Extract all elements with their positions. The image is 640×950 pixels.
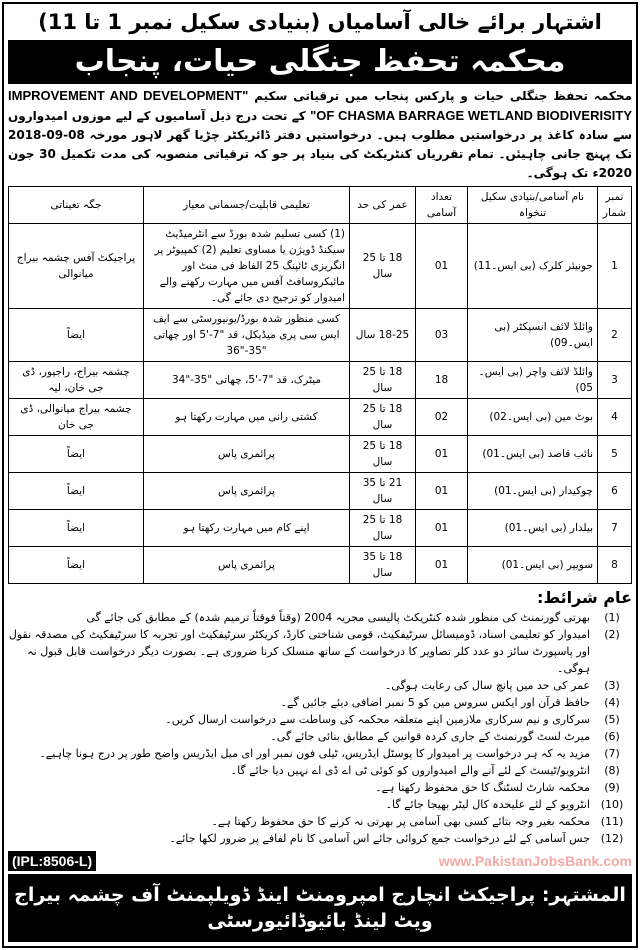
qualification-cell: (1) کسی تسلیم شدہ بورڈ سے انٹرمیڈیٹ سیکنڈ ڈویژن یا مساوی تعلیم (2) کمپیوٹر پر انگریزی ٹائپنگ 25 الفاظ فی منٹ اور مائیکروسافٹ آفس میں مہارت رکھنے والے امیدوار کو ترجیح دی جائے گی۔	[144, 224, 350, 309]
bottom-row	[8, 851, 632, 871]
header-place: جگہ تعیناتی	[9, 187, 144, 224]
table-body	[9, 224, 632, 584]
condition-item	[8, 626, 632, 677]
age-cell: 18 تا 25 سال	[350, 510, 416, 547]
condition-text: بھرتی گورنمنٹ کی منظور شدہ کنٹریکٹ پالیسی مجریہ 2004 (وقتاً فوقتاً ترمیم شدہ) کے مطابق کی جائے گی	[86, 611, 590, 624]
header-qualification: تعلیمی قابلیت/جسمانی معیار	[144, 187, 350, 224]
table-row	[9, 547, 632, 584]
post-cell: جونیئر کلرک (بی ایس۔11)	[468, 224, 598, 309]
post-cell: بیلدار (بی ایس۔01)	[468, 510, 598, 547]
ad-headline: اشتہار برائے خالی آسامیاں (بنیادی سکیل نمبر 1 تا 11)	[38, 10, 602, 34]
place-cell: ایضاً	[9, 473, 144, 510]
table-row	[9, 362, 632, 399]
condition-item	[8, 830, 632, 847]
conditions-list	[8, 609, 632, 847]
table-row	[9, 473, 632, 510]
condition-text: محکمہ بغیر وجہ بتائے کسی بھی آسامی پر بھرتی نہ کرنے کا حق محفوظ رکھتا ہے۔	[211, 815, 590, 828]
count-cell: 03	[416, 309, 468, 362]
condition-number: (6)	[604, 730, 620, 743]
serial-cell: 3	[598, 362, 632, 399]
qualification-cell: پرائمری پاس	[144, 547, 350, 584]
condition-text: انٹرویو/ٹیسٹ کے لئے آنے والے امیدواروں کو کوئی ٹی اے ڈی اے نہیں دیا جائے گا۔	[230, 764, 590, 777]
condition-text: میرٹ لسٹ گورنمنٹ کے جاری کردہ قوانین کے مطابق بنائی جائے گی۔	[270, 730, 590, 743]
place-cell: ایضاً	[9, 547, 144, 584]
header-serial: نمبر شمار	[598, 187, 632, 224]
table-header-row	[9, 187, 632, 224]
ipl-code: (IPL:8506-L)	[8, 851, 96, 871]
condition-item	[8, 711, 632, 728]
count-cell: 01	[416, 224, 468, 309]
age-cell: 18 تا 25 سال	[350, 224, 416, 309]
post-cell: چوکیدار (بی ایس۔01)	[468, 473, 598, 510]
condition-number: (3)	[604, 679, 620, 692]
condition-item	[8, 745, 632, 762]
condition-number: (8)	[604, 764, 620, 777]
place-cell: ایضاً	[9, 309, 144, 362]
watermark: www.PakistanJobsBank.com	[438, 853, 632, 869]
condition-number: (4)	[604, 696, 620, 709]
vacancies-table	[8, 186, 632, 584]
scheme-name: "IMPROVEMENT AND DEVELOPMENT OF CHASMA BARRAGE WETLAND BIODIVERISITY"	[8, 88, 632, 123]
serial-cell: 4	[598, 399, 632, 436]
post-cell: وائلڈ لائف انسپکٹر (بی ایس۔09)	[468, 309, 598, 362]
condition-text: عمر کی حد میں پانچ سال کی رعایت ہوگی۔	[384, 679, 590, 692]
age-cell: 18 تا 35 سال	[350, 547, 416, 584]
condition-text: جس آسامی کے لئے درخواست جمع کروائی جائے اس آسامی کا نام لفافے پر ضرور لکھا جائے۔	[169, 832, 590, 845]
condition-number: (9)	[604, 781, 620, 794]
condition-number: (2)	[604, 628, 620, 641]
count-cell: 02	[416, 399, 468, 436]
post-cell: وائلڈ لائف واچر (بی ایس۔05)	[468, 362, 598, 399]
serial-cell: 2	[598, 309, 632, 362]
post-cell: نائب قاصد (بی ایس۔01)	[468, 436, 598, 473]
header-age: عمر کی حد	[350, 187, 416, 224]
condition-item	[8, 609, 632, 626]
count-cell: 01	[416, 510, 468, 547]
age-cell: 21 تا 35 سال	[350, 473, 416, 510]
post-cell: سویپر (بی ایس۔01)	[468, 547, 598, 584]
condition-item	[8, 796, 632, 813]
place-cell: چشمہ بیراج میانوالی، ڈی جی خان	[9, 399, 144, 436]
table-row	[9, 309, 632, 362]
intro-part1: محکمہ تحفظ جنگلی حیات و پارکس پنجاب میں ترقیاتی سکیم	[248, 89, 632, 103]
ad-border	[2, 2, 638, 948]
serial-cell: 1	[598, 224, 632, 309]
condition-text: حافظ قرآن اور ایکس سروس مین کو 5 نمبر اضافی دیئے جائیں گے۔	[280, 696, 590, 709]
advertiser-banner: المشتہر: پراجیکٹ انچارج امپرومنٹ اینڈ ڈویلپمنٹ آف چشمہ بیراج ویٹ لینڈ بائیوڈائیورسٹی	[8, 874, 632, 942]
condition-number: (10)	[600, 798, 624, 811]
condition-number: (12)	[600, 832, 624, 845]
condition-item	[8, 728, 632, 745]
condition-text: انٹرویو کے لئے علیحدہ کال لیٹر بھیجا جائے گا۔	[385, 798, 590, 811]
condition-item	[8, 813, 632, 830]
table-row	[9, 510, 632, 547]
place-cell: چشمہ بیراج، راجپور، ڈی جی خان، لیہ	[9, 362, 144, 399]
condition-number: (7)	[604, 747, 620, 760]
qualification-cell: کسی منظور شدہ بورڈ/یونیورسٹی سے ایف ایس سی پری میڈیکل، قد "7-'5 اور چھاتی "35-"36	[144, 309, 350, 362]
count-cell: 01	[416, 436, 468, 473]
department-banner: محکمہ تحفظ جنگلی حیات، پنجاب	[8, 40, 632, 84]
condition-number: (5)	[604, 713, 620, 726]
condition-item	[8, 694, 632, 711]
table-row	[9, 399, 632, 436]
condition-item	[8, 677, 632, 694]
place-cell: ایضاً	[9, 510, 144, 547]
condition-text: محکمہ شارٹ لسٹنگ کا حق محفوظ رکھتا ہے۔	[375, 781, 590, 794]
age-cell: 18-25 سال	[350, 309, 416, 362]
post-cell: بوٹ مین (بی ایس۔02)	[468, 399, 598, 436]
qualification-cell: میٹرک، قد "7-'5، چھاتی "35-"34	[144, 362, 350, 399]
place-cell: ایضاً	[9, 436, 144, 473]
intro-part2: کے تحت درج ذیل آسامیوں کے لیے موزوں امیدواروں سے سادہ کاغذ پر درخواستیں مطلوب ہیں۔ درخواستیں دفتر ڈائریکٹر چڑیا گھر لاہور مورخہ 08-09-2018 تک پہنچ جانی چاہیئں۔ تمام تقرریاں کنٹریکٹ کی بنیاد پر جو کہ ترقیاتی منصوبہ کی مدت تکمیل 30 جون 2020ء تک ہوگی۔	[8, 109, 632, 180]
condition-number: (11)	[600, 815, 624, 828]
serial-cell: 8	[598, 547, 632, 584]
qualification-cell: کشتی رانی میں مہارت رکھتا ہو	[144, 399, 350, 436]
serial-cell: 5	[598, 436, 632, 473]
condition-item	[8, 762, 632, 779]
condition-number: (1)	[604, 611, 620, 624]
general-conditions	[8, 587, 632, 847]
intro-paragraph	[8, 86, 632, 183]
qualification-cell: پرائمری پاس	[144, 473, 350, 510]
serial-cell: 7	[598, 510, 632, 547]
header-post: نام آسامی/بنیادی سکیل تنخواہ	[468, 187, 598, 224]
qualification-cell: پرائمری پاس	[144, 436, 350, 473]
conditions-title: عام شرائط:	[537, 588, 632, 607]
qualification-cell: اپنے کام میں مہارت رکھتا ہو	[144, 510, 350, 547]
table-row	[9, 224, 632, 309]
serial-cell: 6	[598, 473, 632, 510]
place-cell: پراجیکٹ آفس چشمہ بیراج میانوالی	[9, 224, 144, 309]
header-count: تعداد آسامی	[416, 187, 468, 224]
age-cell: 18 تا 25 سال	[350, 436, 416, 473]
condition-text: سرکاری و نیم سرکاری ملازمین اپنے متعلقہ محکمہ کی وساطت سے درخواست ارسال کریں۔	[165, 713, 590, 726]
age-cell: 18 تا 25 سال	[350, 399, 416, 436]
count-cell: 01	[416, 473, 468, 510]
count-cell: 18	[416, 362, 468, 399]
count-cell: 01	[416, 547, 468, 584]
condition-item	[8, 779, 632, 796]
condition-text: امیدوار کو تعلیمی اسناد، ڈومیسائل سرٹیفکیٹ، قومی شناختی کارڈ، کریکٹر سرٹیفکیٹ اور تجربہ کا سرٹیفکیٹ کی مصدقہ نقول اور پاسپورٹ سائز دو عدد کلر تصاویر کا درخواست کے ساتھ منسلک کرنا ضروری ہے۔ بصورت دیگر درخواست قابل قبول نہ ہوگی۔	[8, 628, 590, 675]
condition-text: مزید یہ کہ ہر درخواست پر امیدوار کا پوسٹل ایڈریس، ٹیلی فون نمبر اور ای میل ایڈریس واضح طور پر درج ہونا چاہیے۔	[39, 747, 590, 760]
age-cell: 18 تا 25 سال	[350, 362, 416, 399]
table-row	[9, 436, 632, 473]
